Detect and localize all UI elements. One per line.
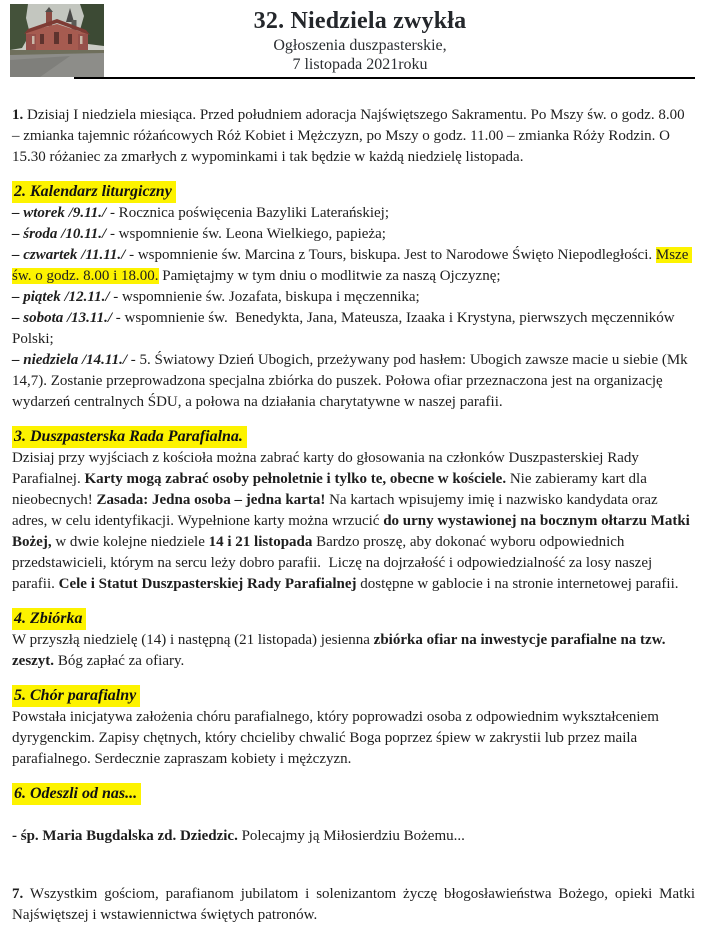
text-run: – czwartek /11.11./ (12, 247, 126, 263)
paragraph (12, 884, 699, 926)
section-heading: 3. Duszpasterska Rada Parafialna. (12, 426, 247, 448)
text-run: Polecajmy ją Miłosierdziu Bożemu... (237, 828, 465, 844)
text-run: - wspomnienie św. Jozafata, biskupa i męczennika; (109, 289, 420, 305)
paragraph (12, 826, 695, 847)
document-header (0, 0, 720, 79)
text-run: - wspomnienie św. Marcina z Tours, biskupa. Jest to Narodowe Święto Niepodległości. (125, 247, 656, 263)
section (12, 783, 695, 847)
section (12, 105, 695, 168)
page-title: 32. Niedziela zwykła (253, 8, 467, 34)
section-heading-row (12, 181, 695, 203)
text-run: dostępne w gablocie i na stronie internetowej parafii. (356, 576, 679, 592)
section-heading: 4. Zbiórka (12, 608, 86, 630)
section-heading: 5. Chór parafialny (12, 685, 140, 707)
section-heading-row (12, 783, 695, 805)
text-run: - Rocznica poświęcenia Bazyliki Laterańskiej; (106, 205, 389, 221)
text-run: 1. (12, 107, 24, 123)
text-run: – sobota /13.11./ (12, 310, 113, 326)
paragraph (12, 224, 695, 245)
section (12, 685, 695, 770)
text-run: zbiórka ofiar na inwestycje parafialne na tzw. zeszyt. (12, 632, 670, 669)
text-run: W przyszłą niedzielę (14) i następną (21 listopada) jesienna (12, 632, 374, 648)
paragraph (12, 350, 695, 413)
section-heading-row (12, 608, 695, 630)
paragraph (12, 448, 695, 595)
section-heading-row (12, 685, 695, 707)
section-heading: 6. Odeszli od nas... (12, 783, 141, 805)
highlighted-text-run: Msze św. o godz. 8.00 i 18.00. (12, 247, 693, 284)
header-divider (74, 77, 695, 79)
text-run: – środa /10.11./ (12, 226, 107, 242)
text-run: - śp. Maria Bugdalska zd. Dziedzic. (12, 828, 238, 844)
paragraph (12, 203, 695, 224)
text-run: Zasada: Jedna osoba – jedna karta! (96, 492, 326, 508)
text-run: 7. (12, 886, 24, 902)
text-run: Nie zabieramy kart dla nieobecnych! (12, 471, 651, 508)
text-run: Bardzo proszę, aby dokonać wyboru odpowiednich przedstawicieli, którym na sercu leży dobro parafii. Liczę na dojrzałość i odpowiedzialność za losy naszej parafii. (12, 534, 656, 592)
section (12, 426, 695, 595)
text-run: Wszystkim gościom, parafianom jubilatom i solenizantom życzę błogosławieństwa Bożego, opieki Matki Najświętszej i wstawiennictwa świętych patronów. (12, 886, 699, 923)
paragraph (12, 287, 695, 308)
text-run: – piątek /12.11./ (12, 289, 110, 305)
paragraph (12, 707, 695, 770)
text-run: Bóg zapłać za ofiary. (54, 653, 185, 669)
text-run: Na kartach wpisujemy imię i nazwisko kandydata oraz adres, w celu identyfikacji. Wypełnione karty można wrzucić (12, 492, 662, 529)
header-text-block (0, 0, 720, 74)
text-run: - wspomnienie św. Benedykta, Jana, Mateusza, Izaaka i Krystyna, pierwszych męczenników Polski; (12, 310, 679, 347)
section-heading-row (12, 426, 695, 448)
text-run: do urny wystawionej na bocznym ołtarzu Matki Bożej, (12, 513, 694, 550)
section-heading: 2. Kalendarz liturgiczny (12, 181, 176, 203)
text-run: Pamiętajmy w tym dniu o modlitwie za naszą Ojczyznę; (158, 268, 501, 284)
text-run: Karty mogą zabrać osoby pełnoletnie i tylko te, obecne w kościele. (84, 471, 507, 487)
section (12, 884, 699, 926)
church-photo (10, 4, 104, 77)
text-run: - wspomnienie św. Leona Wielkiego, papieża; (106, 226, 386, 242)
text-run: 14 i 21 listopada (208, 534, 313, 550)
paragraph (12, 630, 695, 672)
document-body (0, 79, 720, 926)
text-run: w dwie kolejne niedziele (51, 534, 209, 550)
date-line: 7 listopada 2021roku (292, 56, 428, 73)
text-run: – wtorek /9.11./ (12, 205, 107, 221)
text-run: – niedziela /14.11./ (12, 352, 128, 368)
text-run: Dzisiaj przy wyjściach z kościoła można zabrać karty do głosowania na członków Duszpasterskiej Rady Parafialnej. (12, 450, 643, 487)
page-subtitle: Ogłoszenia duszpasterskie, (273, 37, 447, 54)
text-run: Cele i Statut Duszpasterskiej Rady Parafialnej (58, 576, 357, 592)
text-run: Powstała inicjatywa założenia chóru parafialnego, który poprowadzi osoba z odpowiednim wykształceniem dyrygenckim. Zapisy chętnych, który chcieliby chwalić Boga poprzez śpiew w zakrystii lub przez maila parafialnego. Serdecznie zapraszam kobiety i mężczyzn. (12, 709, 663, 767)
text-run: Dzisiaj I niedziela miesiąca. Przed południem adoracja Najświętszego Sakramentu. Po Mszy św. o godz. 8.00 – zmianka tajemnic różańcowych Róż Kobiet i Mężczyzn, po Mszy o godz. 11.00 – zmianka Róży Rodzin. O 15.30 różaniec za zmarłych z wypominkami i tak będzie w każdą niedzielę listopada. (12, 107, 689, 165)
paragraph (12, 105, 695, 168)
text-run: - 5. Światowy Dzień Ubogich, przeżywany pod hasłem: Ubogich zawsze macie u siebie (Mk 14,7). Zostanie przeprowadzona specjalna zbiórka do puszek. Połowa ofiar przeznaczona jest na organizację wydarzeń centralnych ŚDU, a połowa na działania charytatywne w naszej parafii. (12, 352, 692, 410)
section (12, 608, 695, 672)
paragraph (12, 245, 695, 287)
paragraph (12, 308, 695, 350)
section (12, 181, 695, 413)
